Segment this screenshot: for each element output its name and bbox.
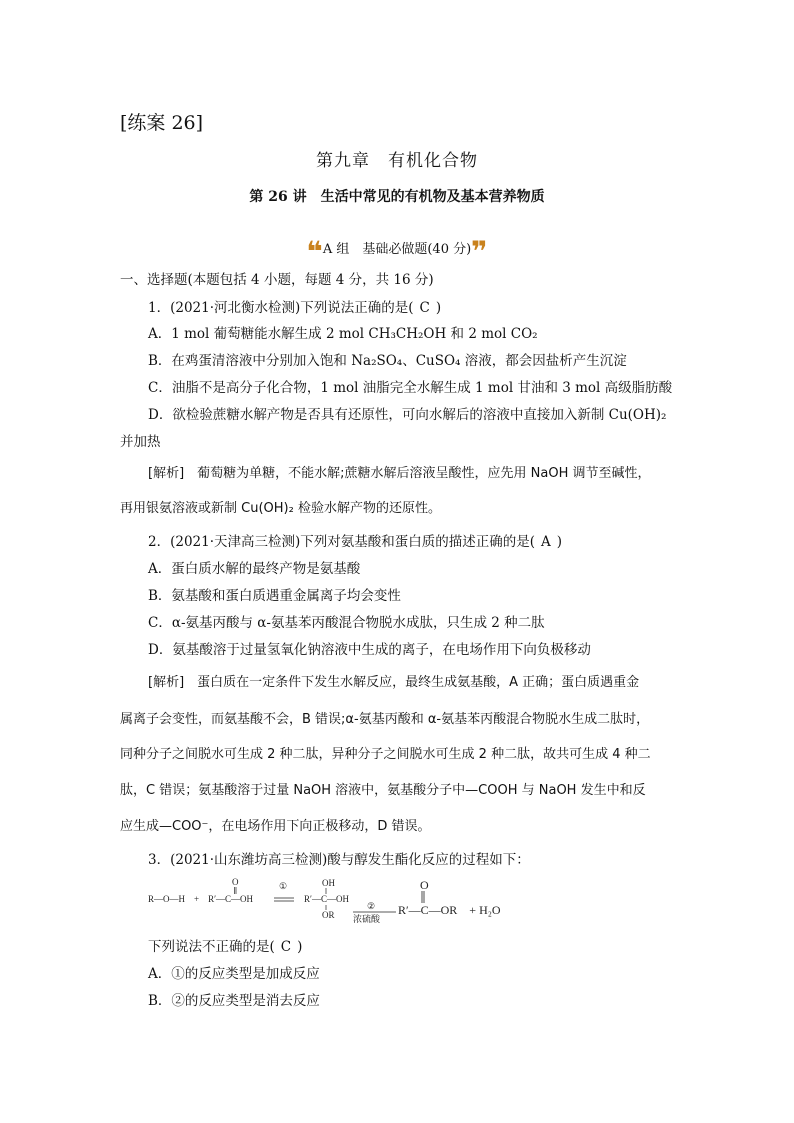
question-1-option-c: C．油脂不是高分子化合物，1 mol 油脂完全水解生成 1 mol 甘油和 3 mol 高级脂肪酸 bbox=[148, 380, 673, 396]
question-3-question bbox=[148, 935, 302, 955]
close-quote-icon: ❞ bbox=[471, 235, 488, 268]
question-1-stem-end: ) bbox=[435, 300, 442, 316]
question-1-analysis-line1: [解析] 葡萄糖为单糖，不能水解;蔗糖水解后溶液呈酸性，应先用 NaOH 调节至碱性， bbox=[148, 466, 651, 481]
question-2-option-b: B．氨基酸和蛋白质遇重金属离子均会变性 bbox=[148, 588, 401, 604]
eq-carbonyl-o-1: O bbox=[232, 878, 239, 887]
group-heading bbox=[0, 235, 794, 268]
eq-step2-label: ② bbox=[367, 901, 376, 911]
lecture-title: 第 26 讲 生活中常见的有机物及基本营养物质 bbox=[249, 189, 545, 205]
question-2-option-a: A．蛋白质水解的最终产物是氨基酸 bbox=[148, 561, 361, 577]
eq-catalyst: 浓硫酸 bbox=[353, 914, 381, 924]
lesson-tag: [练案 26] bbox=[120, 112, 204, 134]
question-1-analysis-line2: 再用银氨溶液或新制 Cu(OH)₂ 检验水解产物的还原性。 bbox=[120, 501, 441, 516]
eq-intermediate-or: OR bbox=[322, 910, 335, 920]
chapter-title: 第九章 有机化合物 bbox=[316, 151, 478, 171]
question-2-analysis-line5: 应生成—COO⁻，在电场作用下向正极移动，D 错误。 bbox=[120, 819, 431, 834]
question-1-option-d: D．欲检验蔗糖水解产物是否具有还原性，可向水解后的溶液中直接加入新制 Cu(OH)₂ bbox=[148, 407, 667, 423]
question-1-option-d-cont: 并加热 bbox=[120, 434, 161, 450]
question-3-answer: C bbox=[280, 939, 292, 955]
eq-step1-label: ① bbox=[279, 881, 288, 891]
question-3-option-b: B．②的反应类型是消去反应 bbox=[148, 993, 320, 1009]
eq-products: R′—C—OR + H₂O bbox=[398, 903, 501, 917]
question-2-stem bbox=[148, 530, 562, 550]
question-2-option-d: D．氨基酸溶于过量氢氧化钠溶液中生成的离子，在电场作用下向负极移动 bbox=[148, 642, 591, 658]
esterification-equation bbox=[148, 878, 508, 926]
eq-left-reactants: R—O—H + R′—C—OH bbox=[148, 894, 254, 904]
question-2-option-c: C．α-氨基丙酸与 α-氨基苯丙酸混合物脱水成肽，只生成 2 种二肽 bbox=[148, 615, 545, 631]
question-1-stem bbox=[148, 296, 441, 316]
question-2-analysis-line3: 同种分子之间脱水可生成 2 种二肽，异种分子之间脱水可生成 2 种二肽，故共可生成 4 种二 bbox=[120, 747, 651, 762]
question-1-option-b: B．在鸡蛋清溶液中分别加入饱和 Na₂SO₄、CuSO₄ 溶液，都会因盐析产生沉淀 bbox=[148, 353, 627, 369]
question-1-text: 1．(2021·河北衡水检测)下列说法正确的是( bbox=[148, 300, 414, 316]
question-3-question-end: ) bbox=[297, 939, 303, 955]
eq-carbonyl-o-2: O bbox=[420, 878, 429, 892]
question-2-analysis-line4: 肽，C 错误；氨基酸溶于过量 NaOH 溶液中，氨基酸分子中—COOH 与 NaOH 发生中和反 bbox=[120, 783, 646, 798]
question-1-option-a: A．1 mol 葡萄糖能水解生成 2 mol CH₃CH₂OH 和 2 mol CO₂ bbox=[148, 326, 538, 342]
question-2-analysis-line2: 属离子会变性，而氨基酸不会，B 错误;α-氨基丙酸和 α-氨基苯丙酸混合物脱水生成二肽时， bbox=[120, 712, 650, 727]
question-1-answer: C bbox=[419, 300, 430, 316]
question-2-text: 2．(2021·天津高三检测)下列对氨基酸和蛋白质的描述正确的是( bbox=[148, 534, 536, 550]
open-quote-icon: ❝ bbox=[306, 235, 323, 268]
question-3-option-a: A．①的反应类型是加成反应 bbox=[148, 966, 320, 982]
question-3-stem: 3．(2021·山东潍坊高三检测)酸与醇发生酯化反应的过程如下： bbox=[148, 852, 530, 868]
eq-intermediate-oh: OH bbox=[322, 878, 335, 888]
eq-intermediate: R′—C—OH bbox=[304, 894, 349, 904]
question-2-answer: A bbox=[541, 534, 551, 550]
group-title: A 组 基础必做题(40 分) bbox=[322, 242, 472, 257]
question-3-question-text: 下列说法不正确的是( bbox=[148, 939, 275, 955]
question-2-stem-end: ) bbox=[556, 534, 563, 550]
question-2-analysis-line1: [解析] 蛋白质在一定条件下发生水解反应，最终生成氨基酸，A 正确；蛋白质遇重金 bbox=[148, 675, 640, 690]
section-title: 一、选择题(本题包括 4 小题，每题 4 分，共 16 分) bbox=[120, 272, 434, 288]
